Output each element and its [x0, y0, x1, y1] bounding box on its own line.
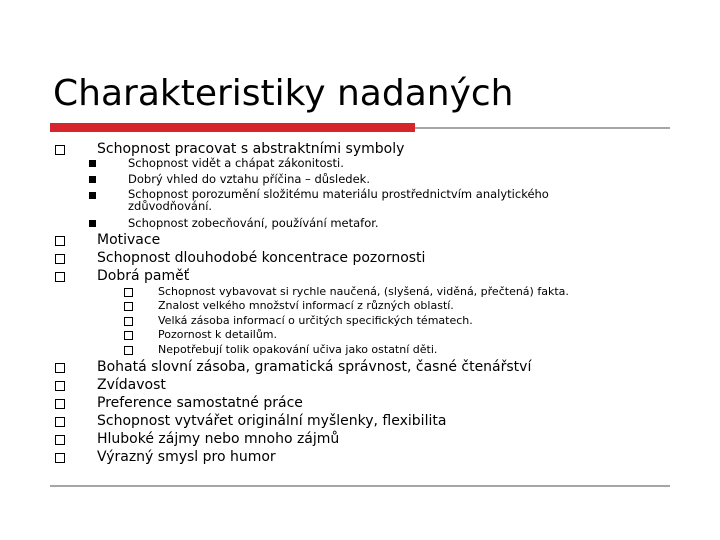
bullet-motivation: Motivace — [97, 232, 161, 248]
filled-square-bullet-icon — [89, 176, 96, 183]
memory-item-knowledge: Znalost velkého množství informací z různých oblastí. — [158, 299, 454, 312]
sub-bullet-generalization: Schopnost zobecňování, používání metafor. — [128, 216, 379, 230]
bullet-independent-work: Preference samostatné práce — [97, 395, 303, 411]
bullet-humor: Výrazný smysl pro humor — [97, 449, 276, 465]
hollow-square-bullet-icon — [55, 236, 65, 246]
hollow-square-bullet-icon — [55, 381, 65, 391]
filled-square-bullet-icon — [89, 160, 96, 167]
memory-item-recall: Schopnost vybavovat si rychle naučená, (slyšená, viděná, přečtená) fakta. — [158, 285, 569, 298]
filled-square-bullet-icon — [89, 192, 96, 199]
bullet-curiosity: Zvídavost — [97, 377, 166, 393]
hollow-square-bullet-icon — [55, 272, 65, 282]
bullet-concentration: Schopnost dlouhodobé koncentrace pozornosti — [97, 250, 426, 266]
hollow-square-bullet-icon — [124, 317, 133, 326]
bullet-interests: Hluboké zájmy nebo mnoho zájmů — [97, 431, 340, 447]
hollow-square-bullet-icon — [124, 302, 133, 311]
hollow-square-bullet-icon — [124, 346, 133, 355]
title-accent-bar — [50, 123, 415, 132]
bullet-abstract-symbols: Schopnost pracovat s abstraktními symboly — [97, 141, 405, 157]
hollow-square-bullet-icon — [55, 453, 65, 463]
hollow-square-bullet-icon — [124, 331, 133, 340]
memory-item-topics: Velká zásoba informací o určitých specifických tématech. — [158, 314, 473, 327]
bullet-memory: Dobrá paměť — [97, 268, 190, 284]
hollow-square-bullet-icon — [55, 145, 65, 155]
memory-item-details: Pozornost k detailům. — [158, 328, 278, 341]
hollow-square-bullet-icon — [55, 363, 65, 373]
hollow-square-bullet-icon — [55, 399, 65, 409]
hollow-square-bullet-icon — [55, 417, 65, 427]
slide-title: Charakteristiky nadaných — [53, 73, 514, 114]
sub-bullet-patterns: Schopnost vidět a chápat zákonitosti. — [128, 156, 344, 170]
filled-square-bullet-icon — [89, 220, 96, 227]
hollow-square-bullet-icon — [55, 435, 65, 445]
bullet-vocabulary: Bohatá slovní zásoba, gramatická správnost, časné čtenářství — [97, 359, 532, 375]
bottom-rule — [50, 485, 670, 487]
hollow-square-bullet-icon — [55, 254, 65, 264]
sub-bullet-cause-effect: Dobrý vhled do vztahu příčina – důsledek. — [128, 172, 370, 186]
memory-item-repetition: Nepotřebují tolik opakování učiva jako ostatní děti. — [158, 343, 438, 356]
bullet-originality: Schopnost vytvářet originální myšlenky, flexibilita — [97, 413, 447, 429]
sub-bullet-analytical: Schopnost porozumění složitému materiálu prostřednictvím analytického zdůvodňování. — [128, 187, 549, 213]
hollow-square-bullet-icon — [124, 288, 133, 297]
